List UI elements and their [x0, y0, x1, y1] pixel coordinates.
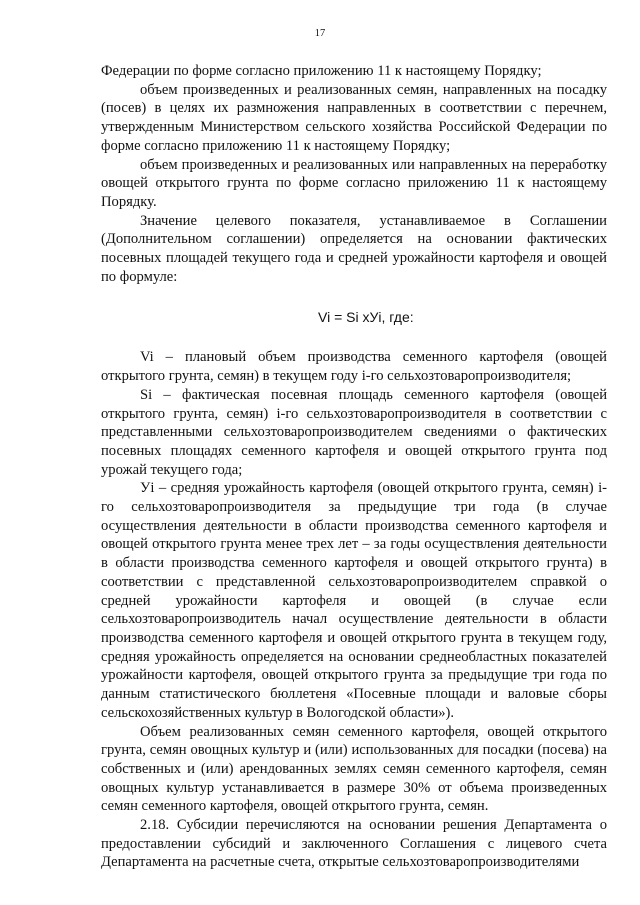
paragraph-federation-form: Федерации по форме согласно приложению 11 к настоящему Порядку; [101, 63, 542, 79]
formula [101, 308, 607, 326]
formula-term2: Уi [369, 309, 382, 326]
page-number: 17 [314, 28, 326, 39]
paragraph-target-indicator: Значение целевого показателя, устанавливаемое в Соглашении (Дополнительном соглашении) определяется на основании фактических посевных площадей текущего года и средней урожайности картофеля и овощей по формуле: [101, 212, 607, 285]
paragraph-sold-seeds-volume: Объем реализованных семян семенного картофеля, овощей открытого грунта, семян овощных культур и (или) использованных для посадки (посева) на собственных и (или) арендованных землях семян семенного картофеля, семян овощных культур устанавливается в размере 30% от объема произведенных семян семенного картофеля, овощей открытого грунта, семян. [101, 723, 607, 815]
paragraph-vegetables-volume: объем произведенных и реализованных или направленных на переработку овощей открытого грунта по форме согласно приложению 11 к настоящему Порядку. [101, 156, 607, 210]
paragraph-si-definition: Si – фактическая посевная площадь семенного картофеля (овощей открытого грунта, семян) i-го сельхозтоваропроизводителя в соответствии с представленными сельхозтоваропроизводителем сведениями о фактических посевных площадях семенного картофеля и овощей открытого грунта под урожай текущего года; [101, 386, 607, 478]
formula-term1: Si [346, 309, 359, 326]
formula-left: Vi [318, 309, 331, 326]
paragraph-seeds-volume: объем произведенных и реализованных семян, направленных на посадку (посев) в целях их размножения направленных в соответствии с перечнем, утвержденным Министерством сельского хозяйства Российской Федерации по форме согласно приложению 11 к настоящему Порядку; [101, 81, 607, 154]
formula-times: x [362, 309, 370, 326]
paragraph-vi-definition: Vi – плановый объем производства семенного картофеля (овощей открытого грунта, семян) в текущем году i-го сельхозтоваропроизводителя; [101, 349, 607, 385]
paragraph-yi-definition: Уi – средняя урожайность картофеля (овощей открытого грунта, семян) i-го сельхозтоваропроизводителя за предыдущие три года (в случае осуществления деятельности в области производства семенного картофеля и овощей открытого грунта менее трех лет – за годы осуществления деятельности в области производства семенного картофеля и овощей открытого грунта) в соответствии с представленной сельхозтоваропроизводителем справкой о средней урожайности картофеля и овощей (в случае если сельхозтоваропроизводитель начал осуществление деятельности в области производства семенного картофеля и овощей открытого грунта в текущем году, средняя урожайность определяется на основании среднеобластных показателей урожайности картофеля, овощей открытого грунта за предыдущие три года по данным статистического бюллетеня «Посевные площади и валовые сборы сельскохозяйственных культур в Вологодской области»). [101, 480, 607, 721]
formula-equals: = [334, 309, 343, 326]
paragraph-2-18-subsidies: 2.18. Субсидии перечисляются на основании решения Департамента о предоставлении субсидий и заключенного Соглашения с лицевого счета Департамента на расчетные счета, открытые сельхозтоваропроизводителями [101, 817, 607, 871]
formula-suffix: , где: [381, 309, 414, 326]
document-body [101, 62, 607, 872]
